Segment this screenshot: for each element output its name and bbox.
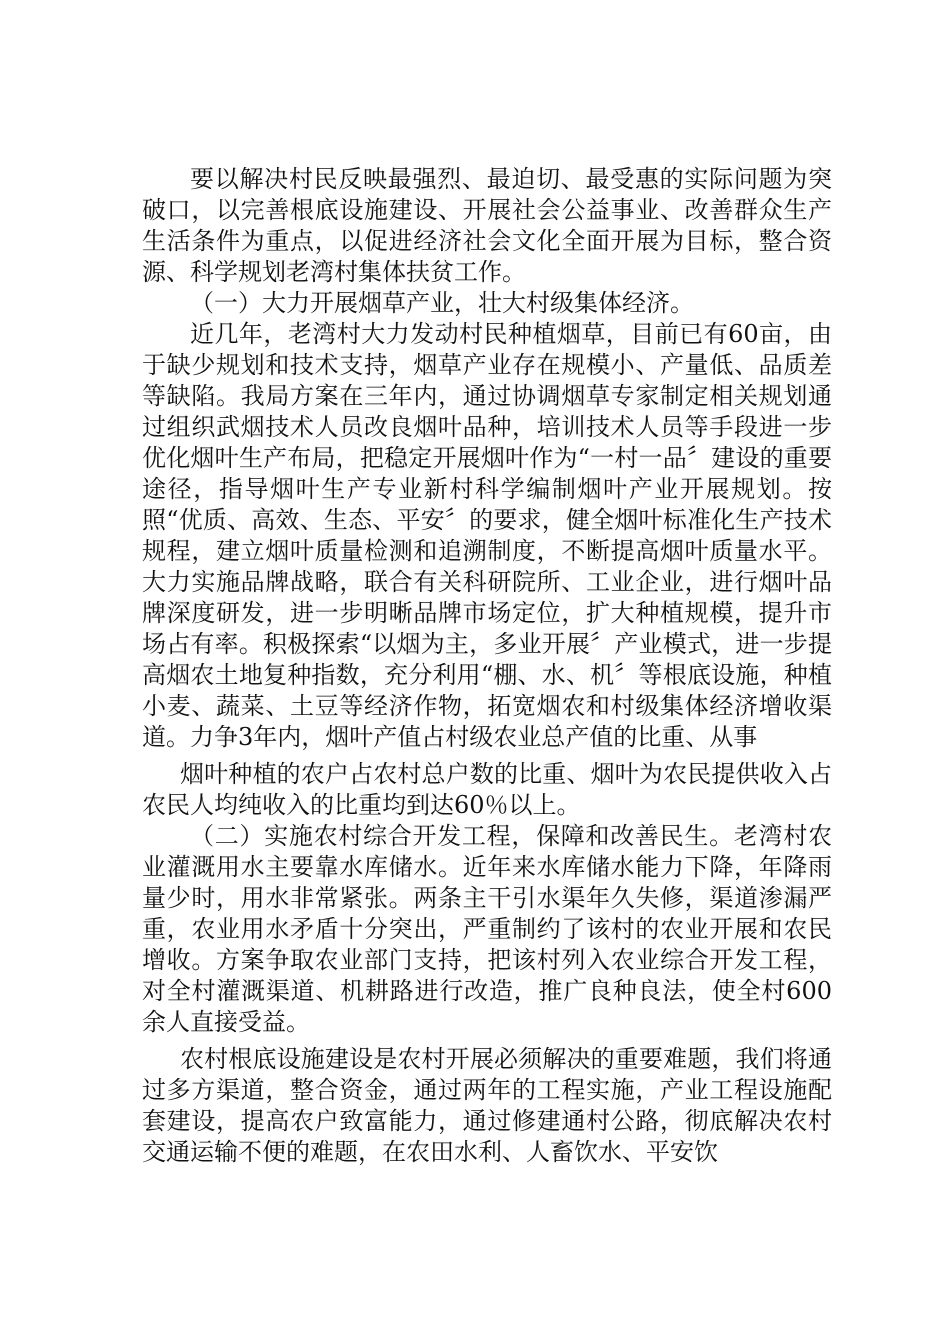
paragraph-tobacco: 近几年，老湾村大力发动村民种植烟草，目前已有60亩，由于缺少规划和技术支持，烟草产业存在规模小、产量低、品质差等缺陷。我局方案在三年内，通过协调烟草专家制定相关规划通过组织武烟技术人员改良烟叶品种，培训技术人员等手段进一步优化烟叶生产布局，把稳定开展烟叶作为“一村一品〞建设的重要途径，指导烟叶生产专业新村科学编制烟叶产业开展规划。按照“优质、高效、生态、平安〞的要求，健全烟叶标准化生产技术规程，建立烟叶质量检测和追溯制度，不断提高烟叶质量水平。大力实施品牌战略，联合有关科研院所、工业企业，进行烟叶品牌深度研发，进一步明晰品牌市场定位，扩大种植规模，提升市场占有率。积极探索“以烟为主，多业开展〞产业模式，进一步提高烟农土地复种指数，充分利用“棚、水、机〞等根底设施，种植小麦、蔬菜、土豆等经济作物，拓宽烟农和村级集体经济增收渠道。力争3年内，烟叶产值占村级农业总产值的比重、从事 [142,320,832,751]
paragraph-section-2: （二）实施农村综合开发工程，保障和改善民生。老湾村农业灌溉用水主要靠水库储水。近年来水库储水能力下降，年降雨量少时，用水非常紧张。两条主干引水渠年久失修，渠道渗漏严重，农业用水矛盾十分突出，严重制约了该村的农业开展和农民增收。方案争取农业部门支持，把该村列入农业综合开发工程，对全村灌溉渠道、机耕路进行改造，推广良种良法，使全村600余人直接受益。 [142,822,832,1036]
paragraph-intro: 要以解决村民反映最强烈、最迫切、最受惠的实际问题为突破口，以完善根底设施建设、开展社会公益事业、改善群众生产生活条件为重点，以促进经济社会文化全面开展为目标，整合资源、科学规划老湾村集体扶贫工作。 [142,165,832,286]
section-heading-1: （一）大力开展烟草产业，壮大村级集体经济。 [190,289,694,317]
document-body [142,164,832,1168]
paragraph-infrastructure: 农村根底设施建设是农村开展必须解决的重要难题，我们将通过多方渠道，整合资金，通过两年的工程实施，产业工程设施配套建设，提高农户致富能力，通过修建通村公路，彻底解决农村交通运输不便的难题，在农田水利、人畜饮水、平安饮 [142,1045,832,1166]
paragraph-tobacco-continued: 烟叶种植的农户占农村总户数的比重、烟叶为农民提供收入占农民人均纯收入的比重均到达60％以上。 [142,760,832,819]
